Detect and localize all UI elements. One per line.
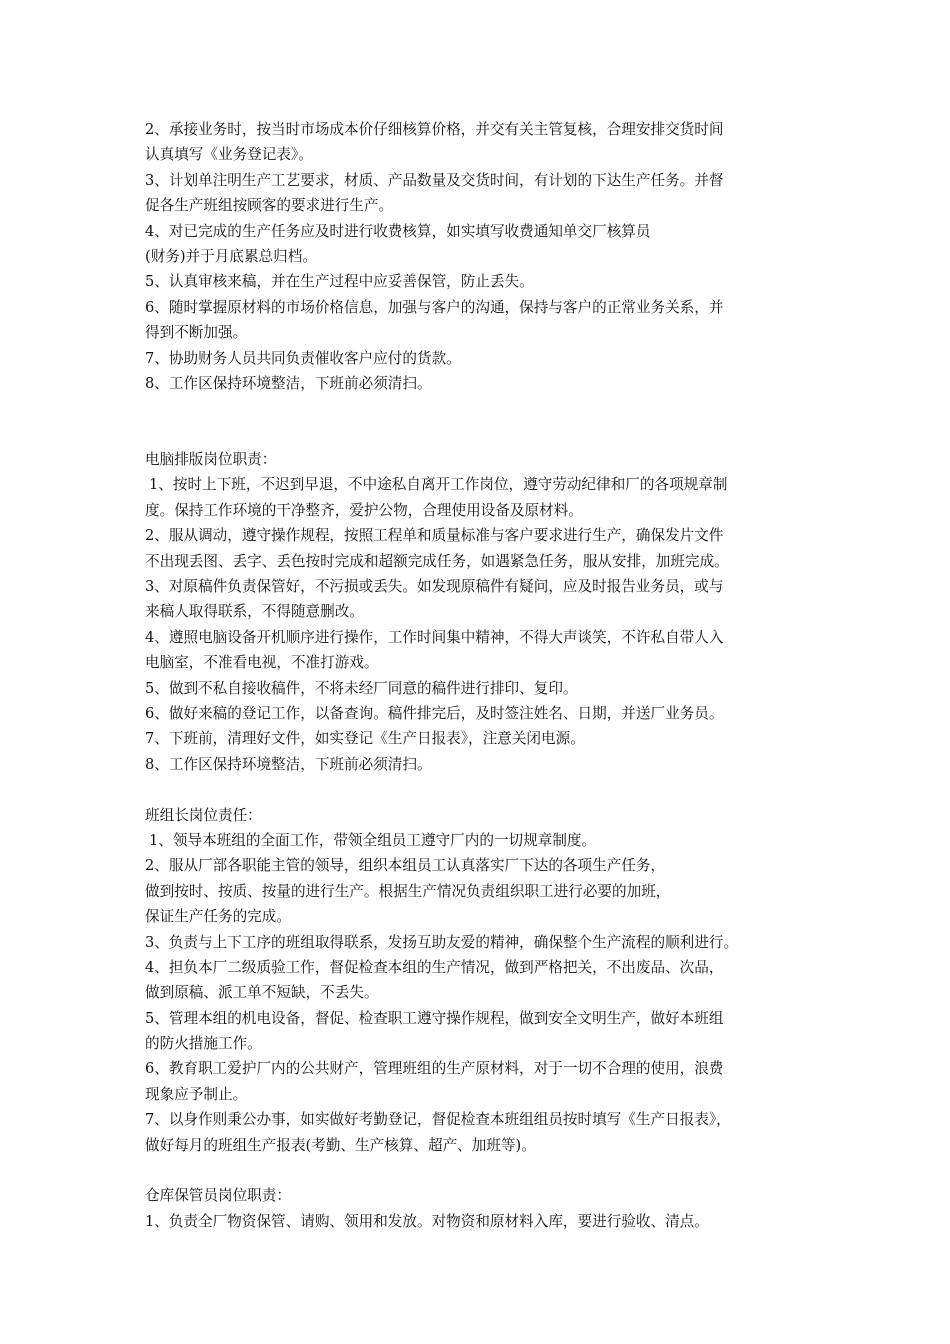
text-line: 4、遵照电脑设备开机顺序进行操作，工作时间集中精神，不得大声谈笑，不许私自带人入 [145, 628, 724, 646]
spacer [145, 1158, 825, 1183]
text-line: 5、管理本组的机电设备，督促、检查职工遵守操作规程，做到安全文明生产，做好本班组 [145, 1009, 724, 1027]
text-line: 7、协助财务人员共同负责催收客户应付的货款。 [145, 349, 461, 367]
text-line: 4、担负本厂二级质验工作，督促检查本组的生产情况，做到严格把关，不出废品、次品， [145, 958, 724, 976]
text-line: 5、认真审核来稿，并在生产过程中应妥善保管，防止丢失。 [145, 273, 534, 291]
section-warehouse-duties [145, 1183, 825, 1234]
text-line: 4、对已完成的生产任务应及时进行收费核算，如实填写收费通知单交厂核算员 [145, 222, 651, 240]
text-line: 得到不断加强。 [145, 324, 248, 342]
spacer [145, 777, 825, 802]
text-line: 6、做好来稿的登记工作，以备查询。稿件排完后，及时签注姓名、日期，并送厂业务员。 [145, 705, 724, 722]
document-page [145, 117, 825, 1234]
text-line: 3、计划单注明生产工艺要求，材质、产品数量及交货时间，有计划的下达生产任务。并督 [145, 171, 724, 189]
text-line: 保证生产任务的完成。 [145, 908, 291, 926]
text-line: 2、服从厂部各职能主管的领导，组织本组员工认真落实厂下达的各项生产任务， [145, 857, 666, 875]
text-line: 3、对原稿件负责保管好，不污损或丢失。如发现原稿件有疑问，应及时报告业务员，或与 [145, 578, 724, 596]
text-line: 7、以身作则秉公办事，如实做好考勤登记，督促检查本班组组员按时填写《生产日报表》， [145, 1111, 731, 1129]
text-line: 8、工作区保持环境整洁，下班前必须清扫。 [145, 755, 432, 773]
text-line: 电脑室，不准看电视，不准打游戏。 [145, 654, 379, 672]
text-line: 6、教育职工爱护厂内的公共财产，管理班组的生产原材料，对于一切不合理的使用，浪费 [145, 1060, 724, 1078]
text-line: 促各生产班组按顾客的要求进行生产。 [145, 197, 394, 215]
section-typesetting-duties [145, 447, 825, 777]
text-line: 1、负责全厂物资保管、请购、领用和发放。对物资和原材料入库，要进行验收、清点。 [145, 1212, 709, 1230]
text-line: 7、下班前，清理好文件，如实登记《生产日报表》，注意关闭电源。 [145, 730, 585, 748]
text-line: 做到原稿、派工单不短缺，不丢失。 [145, 984, 379, 1002]
text-line: 5、做到不私自接收稿件，不将未经厂同意的稿件进行排印、复印。 [145, 679, 578, 697]
text-line: 1、领导本班组的全面工作，带领全组员工遵守厂内的一切规章制度。 [149, 831, 597, 849]
section-title: 电脑排版岗位职责： [145, 451, 277, 469]
text-line: 认真填写《业务登记表》。 [145, 146, 313, 164]
text-line: 度。保持工作环境的干净整齐，爱护公物，合理使用设备及原材料。 [145, 501, 583, 519]
text-line: 做好每月的班组生产报表(考勤、生产核算、超产、加班等)。 [145, 1136, 536, 1154]
text-line: 做到按时、按质、按量的进行生产。根据生产情况负责组织职工进行必要的加班， [145, 882, 671, 900]
text-line: 的防火措施工作。 [145, 1035, 262, 1053]
section-team-leader-duties [145, 803, 825, 1158]
text-line: 3、负责与上下工序的班组取得联系，发扬互助友爱的精神，确保整个生产流程的顺利进行。 [145, 933, 739, 951]
text-line: 2、服从调动，遵守操作规程，按照工程单和质量标准与客户要求进行生产，确保发片文件 [145, 527, 724, 545]
section-sales-duties [145, 117, 825, 396]
section-title: 班组长岗位责任： [145, 806, 262, 824]
text-line: 1、按时上下班，不迟到早退，不中途私自离开工作岗位，遵守劳动纪律和厂的各项规章制 [149, 476, 728, 494]
text-line: 不出现丢图、丢字、丢色按时完成和超额完成任务，如遇紧急任务，服从安排，加班完成。 [145, 552, 729, 570]
text-line: 2、承接业务时，按当时市场成本价仔细核算价格，并交有关主管复核，合理安排交货时间 [145, 121, 724, 138]
text-line: 6、随时掌握原材料的市场价格信息，加强与客户的沟通，保持与客户的正常业务关系，并 [145, 298, 724, 316]
text-line: 现象应予制止。 [145, 1085, 248, 1103]
text-line: 来稿人取得联系，不得随意删改。 [145, 603, 364, 621]
spacer [145, 396, 825, 447]
text-line: (财务)并于月底累总归档。 [145, 247, 317, 265]
text-line: 8、工作区保持环境整洁，下班前必须清扫。 [145, 374, 432, 392]
section-title: 仓库保管员岗位职责： [145, 1187, 291, 1205]
